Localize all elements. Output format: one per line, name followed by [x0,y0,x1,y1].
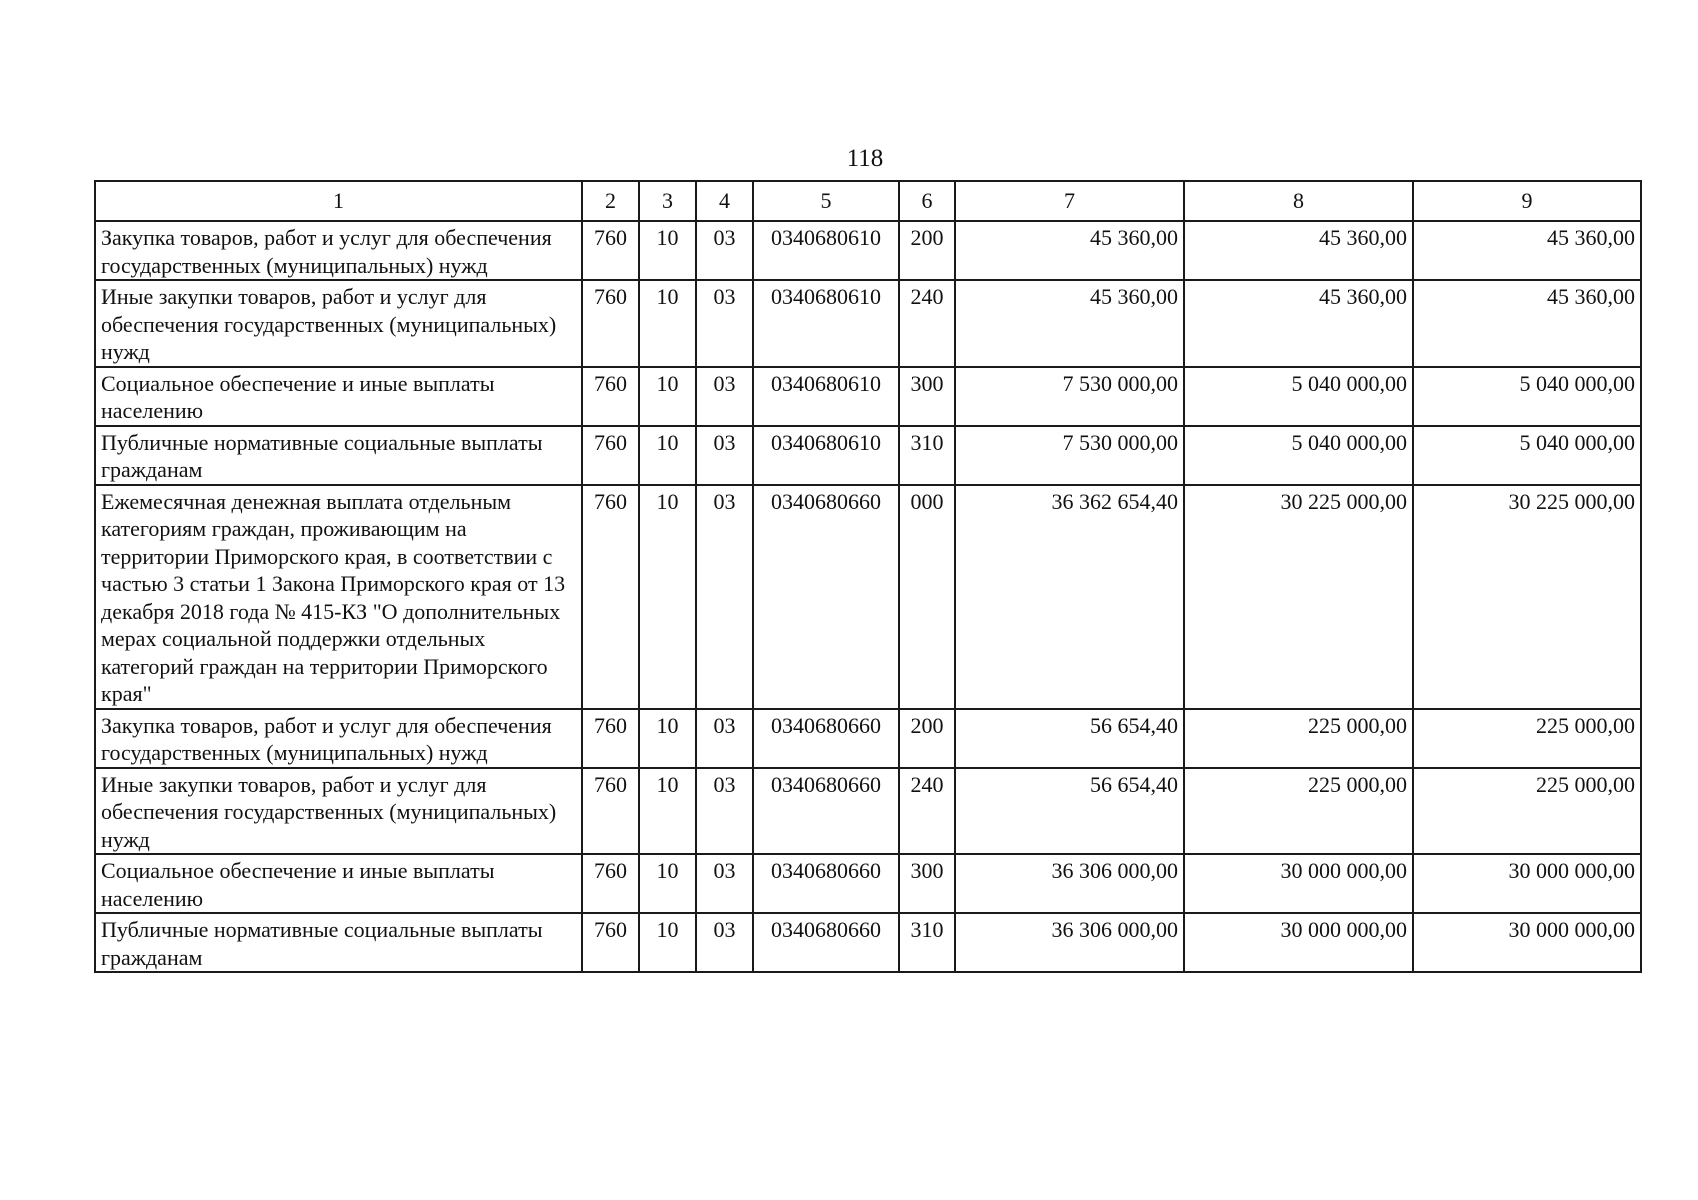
cell-c6: 240 [899,768,955,855]
table-row [95,426,1641,485]
cell-c9: 45 360,00 [1413,280,1641,367]
row-name: Социальное обеспечение и иные выплаты населению [95,367,582,426]
cell-c9: 30 225 000,00 [1413,485,1641,709]
cell-c6: 240 [899,280,955,367]
cell-c4: 03 [696,485,753,709]
cell-c9: 5 040 000,00 [1413,367,1641,426]
column-header: 7 [955,181,1184,221]
cell-c4: 03 [696,280,753,367]
table-row [95,709,1641,768]
row-name: Публичные нормативные социальные выплаты гражданам [95,913,582,972]
cell-c6: 310 [899,913,955,972]
cell-c6: 300 [899,854,955,913]
table-row [95,221,1641,280]
cell-c3: 10 [639,221,696,280]
cell-c5: 0340680660 [753,709,899,768]
cell-c8: 45 360,00 [1184,280,1413,367]
table-row [95,280,1641,367]
cell-c3: 10 [639,426,696,485]
cell-c5: 0340680610 [753,367,899,426]
cell-c5: 0340680660 [753,768,899,855]
column-header: 1 [95,181,582,221]
cell-c4: 03 [696,913,753,972]
cell-c2: 760 [582,426,639,485]
row-name: Закупка товаров, работ и услуг для обеспечения государственных (муниципальных) нужд [95,709,582,768]
cell-c9: 225 000,00 [1413,709,1641,768]
column-header: 5 [753,181,899,221]
header-row [95,181,1641,221]
cell-c4: 03 [696,367,753,426]
budget-table [94,180,1642,973]
cell-c2: 760 [582,280,639,367]
cell-c8: 225 000,00 [1184,768,1413,855]
row-name: Публичные нормативные социальные выплаты гражданам [95,426,582,485]
table-row [95,367,1641,426]
cell-c5: 0340680660 [753,913,899,972]
cell-c2: 760 [582,485,639,709]
table-row [95,485,1641,709]
cell-c5: 0340680610 [753,426,899,485]
cell-c4: 03 [696,426,753,485]
cell-c3: 10 [639,485,696,709]
cell-c5: 0340680660 [753,854,899,913]
cell-c9: 30 000 000,00 [1413,854,1641,913]
cell-c3: 10 [639,367,696,426]
cell-c4: 03 [696,709,753,768]
cell-c8: 30 000 000,00 [1184,913,1413,972]
cell-c2: 760 [582,709,639,768]
cell-c3: 10 [639,913,696,972]
cell-c7: 36 306 000,00 [955,854,1184,913]
cell-c4: 03 [696,221,753,280]
page-number: 118 [846,145,884,172]
cell-c7: 56 654,40 [955,768,1184,855]
cell-c4: 03 [696,854,753,913]
row-name: Закупка товаров, работ и услуг для обеспечения государственных (муниципальных) нужд [95,221,582,280]
table-row [95,768,1641,855]
cell-c9: 225 000,00 [1413,768,1641,855]
column-header: 6 [899,181,955,221]
cell-c2: 760 [582,854,639,913]
row-name: Иные закупки товаров, работ и услуг для обеспечения государственных (муниципальных) нужд [95,768,582,855]
cell-c6: 310 [899,426,955,485]
cell-c7: 7 530 000,00 [955,426,1184,485]
row-name: Ежемесячная денежная выплата отдельным категориям граждан, проживающим на территории Приморского края, в соответствии с частью 3 статьи 1 Закона Приморского края от 13 декабря 2018 года № 415-КЗ "О дополнительных мерах социальной поддержки отдельных категорий граждан на территории Приморского края" [95,485,582,709]
cell-c7: 36 306 000,00 [955,913,1184,972]
cell-c8: 225 000,00 [1184,709,1413,768]
cell-c6: 000 [899,485,955,709]
cell-c3: 10 [639,768,696,855]
cell-c3: 10 [639,854,696,913]
cell-c7: 36 362 654,40 [955,485,1184,709]
cell-c5: 0340680660 [753,485,899,709]
cell-c9: 5 040 000,00 [1413,426,1641,485]
column-header: 9 [1413,181,1641,221]
cell-c2: 760 [582,768,639,855]
cell-c3: 10 [639,709,696,768]
column-header: 4 [696,181,753,221]
cell-c7: 56 654,40 [955,709,1184,768]
cell-c6: 200 [899,709,955,768]
cell-c7: 45 360,00 [955,280,1184,367]
row-name: Иные закупки товаров, работ и услуг для обеспечения государственных (муниципальных) нужд [95,280,582,367]
cell-c2: 760 [582,367,639,426]
cell-c7: 7 530 000,00 [955,367,1184,426]
column-header: 8 [1184,181,1413,221]
cell-c5: 0340680610 [753,221,899,280]
cell-c7: 45 360,00 [955,221,1184,280]
column-header: 2 [582,181,639,221]
table-row [95,854,1641,913]
column-header: 3 [639,181,696,221]
cell-c8: 5 040 000,00 [1184,426,1413,485]
cell-c3: 10 [639,280,696,367]
cell-c5: 0340680610 [753,280,899,367]
cell-c9: 45 360,00 [1413,221,1641,280]
cell-c6: 300 [899,367,955,426]
cell-c2: 760 [582,913,639,972]
cell-c8: 5 040 000,00 [1184,367,1413,426]
cell-c8: 30 000 000,00 [1184,854,1413,913]
table-row [95,913,1641,972]
cell-c8: 45 360,00 [1184,221,1413,280]
cell-c4: 03 [696,768,753,855]
cell-c6: 200 [899,221,955,280]
cell-c2: 760 [582,221,639,280]
cell-c8: 30 225 000,00 [1184,485,1413,709]
cell-c9: 30 000 000,00 [1413,913,1641,972]
row-name: Социальное обеспечение и иные выплаты населению [95,854,582,913]
